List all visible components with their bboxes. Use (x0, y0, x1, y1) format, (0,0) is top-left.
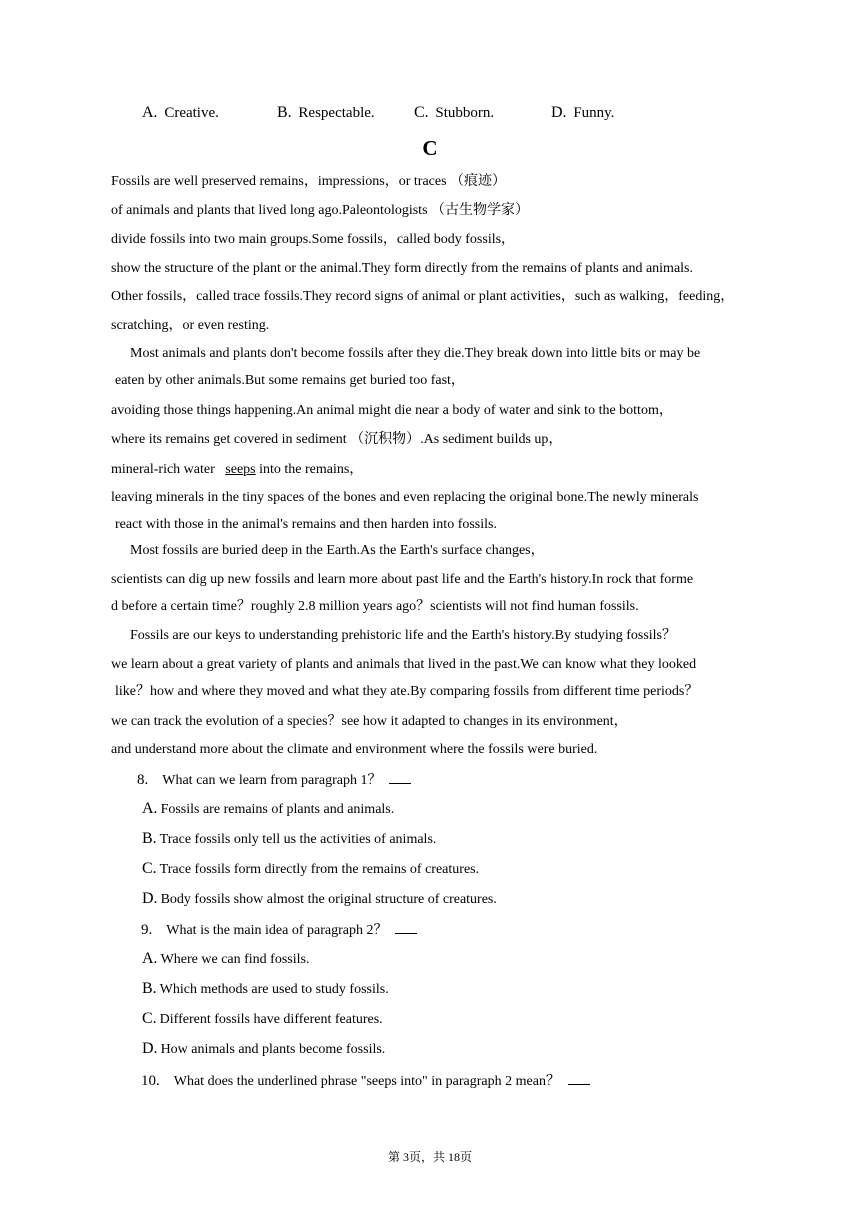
passage-line: Fossils are well preserved remains，impressions，or traces （痕迹） (111, 174, 507, 189)
q8-option-a[interactable] (142, 800, 394, 819)
option-text: Fossils are remains of plants and animals. (160, 802, 395, 817)
q9-option-c[interactable] (142, 1010, 383, 1029)
prev-option-b (277, 104, 375, 122)
option-letter: C. (142, 1010, 157, 1027)
question-9 (141, 919, 417, 940)
prev-option-a (142, 104, 219, 122)
passage-line: eaten by other animals.But some remains get buried too fast， (115, 373, 465, 388)
option-text: Body fossils show almost the original structure of creatures. (160, 892, 497, 907)
q8-option-c[interactable] (142, 860, 479, 879)
passage-line: and understand more about the climate and environment where the fossils were buried. (111, 742, 598, 757)
passage-line: Fossils are our keys to understanding prehistoric life and the Earth's history.By studying fossils？ (130, 628, 676, 643)
option-letter: D. (142, 1040, 158, 1057)
option-letter: A. (142, 950, 158, 967)
passage-line: of animals and plants that lived long ago.Paleontologists （古生物学家） (111, 203, 530, 218)
q9-option-d[interactable] (142, 1040, 385, 1059)
option-letter: C. (142, 860, 157, 877)
q9-option-b[interactable] (142, 980, 389, 999)
passage-line: show the structure of the plant or the animal.They form directly from the remains of plants and animals. (111, 261, 693, 276)
passage-line: scratching，or even resting. (111, 318, 270, 333)
prev-option-c (414, 104, 494, 122)
answer-blank[interactable] (395, 919, 417, 934)
question-number: 10. (141, 1073, 160, 1089)
option-letter: A. (142, 800, 158, 817)
page-footer: 第 3页，共 18页 (387, 1150, 472, 1164)
prev-option-d (551, 104, 614, 122)
option-letter: C. (414, 104, 429, 121)
option-letter: D. (142, 890, 158, 907)
option-text: Which methods are used to study fossils. (159, 982, 389, 997)
option-text: Where we can find fossils. (160, 952, 310, 967)
option-text: Trace fossils form directly from the remains of creatures. (159, 862, 480, 877)
question-10 (141, 1070, 590, 1091)
passage-line: Other fossils，called trace fossils.They record signs of animal or plant activities，such as walking，feeding， (111, 289, 735, 304)
q9-option-a[interactable] (142, 950, 309, 969)
q8-option-d[interactable] (142, 890, 497, 909)
passage-line: divide fossils into two main groups.Some fossils，called body fossils， (111, 232, 516, 247)
option-letter: B. (142, 980, 157, 997)
passage-line-seeps (111, 461, 363, 479)
option-text: Respectable. (298, 105, 375, 121)
passage-line: react with those in the animal's remains and then harden into fossils. (115, 517, 497, 532)
passage-line: avoiding those things happening.An animal might die near a body of water and sink to the bottom， (111, 403, 673, 418)
option-letter: B. (277, 104, 292, 121)
passage-line: Most animals and plants don't become fossils after they die.They break down into little bits or may be (130, 346, 701, 361)
answer-blank[interactable] (568, 1070, 590, 1085)
section-heading: C (422, 136, 438, 160)
question-stem: What does the underlined phrase "seeps into" in paragraph 2 mean？ (173, 1074, 560, 1089)
passage-line: like？how and where they moved and what they ate.By comparing fossils from different time periods？ (115, 684, 699, 699)
option-text: Stubborn. (435, 105, 495, 121)
passage-line: leaving minerals in the tiny spaces of the bones and even replacing the original bone.The newly minerals (111, 490, 699, 505)
question-stem: What can we learn from paragraph 1？ (162, 773, 382, 788)
option-text: How animals and plants become fossils. (160, 1042, 386, 1057)
question-8 (137, 769, 411, 790)
q8-option-b[interactable] (142, 830, 436, 849)
passage-line: scientists can dig up new fossils and learn more about past life and the Earth's history.In rock that forme (111, 572, 694, 587)
answer-blank[interactable] (389, 769, 411, 784)
question-stem: What is the main idea of paragraph 2？ (166, 923, 388, 938)
seeps-after: into the remains， (259, 462, 364, 477)
seeps-before: mineral-rich water (111, 462, 215, 477)
option-letter: B. (142, 830, 157, 847)
option-text: Different fossils have different features. (159, 1012, 383, 1027)
option-text: Funny. (573, 105, 615, 121)
question-number: 9. (141, 922, 153, 938)
passage-line: where its remains get covered in sediment （沉积物）.As sediment builds up， (111, 432, 563, 447)
option-text: Trace fossils only tell us the activities of animals. (159, 832, 437, 847)
question-number: 8. (137, 772, 149, 788)
passage-line: we learn about a great variety of plants and animals that lived in the past.We can know what they looked (111, 657, 697, 672)
underlined-word: seeps (225, 462, 256, 477)
passage-line: we can track the evolution of a species？see how it adapted to changes in its environment， (111, 714, 628, 729)
option-letter: D. (551, 104, 567, 121)
option-letter: A. (142, 104, 158, 121)
option-text: Creative. (164, 105, 219, 121)
passage-line: d before a certain time？roughly 2.8 million years ago？scientists will not find human fossils. (111, 599, 639, 614)
passage-line: Most fossils are buried deep in the Earth.As the Earth's surface changes， (130, 543, 545, 558)
